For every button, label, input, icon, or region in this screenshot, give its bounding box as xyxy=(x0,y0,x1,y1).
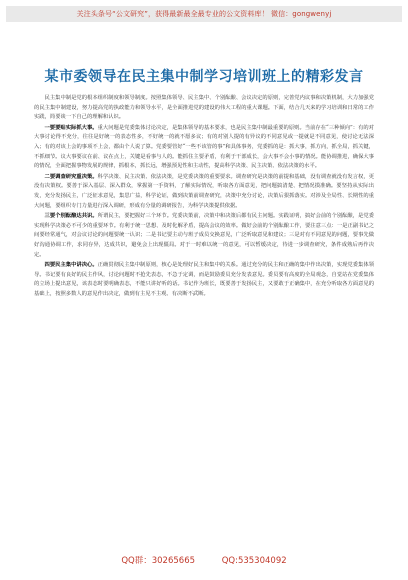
paragraph-lead: 二要调查研究重决策。 xyxy=(44,173,98,180)
paragraph xyxy=(34,212,374,260)
paragraph-text: 正确贯彻民主集中制原则，核心是处理好民主和集中的关系。通过充分的民主和正确的集中作出决策，实现党委集体领导。书记要有良好的民主作风，讨论问题时不抢先表态，不急于定调，而是鼓励委员充分发表意见。委员要有高度的全局观念，自觉站在党委集体的立场上提出意见，该表态时要明确表态，不能只讲好听的话。书记作为班长，既要善于发扬民主，又要敢于正确集中，在充分听取各方面意见的基础上，按照多数人的意见作出决定，做到有主见不主观、有决断不武断。 xyxy=(34,262,374,297)
paragraph xyxy=(34,261,374,299)
paragraph-lead: 三要个别酝酿达共识。 xyxy=(44,213,98,220)
footer-qq-group: QQ群：30265665 xyxy=(121,556,196,566)
top-banner: 关注头条号“公文研究”，获得最新最全最专业的公文资料库！ 微信：gongwenyj xyxy=(6,6,402,22)
paragraph xyxy=(34,173,374,211)
paragraph-lead: 一要要贴实际抓大事。 xyxy=(44,124,98,131)
paragraph-text: 所谓民主，要把握好三个环节。党委决策前，决策中和决策后都有民主问题。实践证明，搞好会前的个别酝酿，是党委实现科学决策必不可少的重要环节。有利于统一思想、及时化解矛盾，提高会议的效率。做好会前的个别酝酿工作，要注意三点：一是正副书记之间要经常通气，对会议讨论的问题要统一认识；二是书记要主动与班子成员交换意见，广泛听取意见和建议；三是对有不同意见的问题，要事先做好沟通协调工作，求同存异，达成共识，避免会上出现僵局。对于一时难以统一的意见，可以暂缓决定，待进一步调查研究，条件成熟后再作决定。 xyxy=(34,213,374,258)
paragraph-text: 民主集中制是党的根本组织制度和领导制度。按照集体领导、民主集中、个别酝酿、会议决定的原则，完善党内议事和决策机制，大力加强党的民主集中制建设，努力提高党的执政能力和领导水平，是全面推进党的建设的伟大工程的重大课题。下面，结合几天来的学习培训和日常的工作实践，简要谈一下自己的理解和认识。 xyxy=(34,95,374,121)
paragraph-text: 重大问题是党委集体讨论决定，是集体领导的基本要求，也是民主集中制最重要的原则。当前存在“三种倾向”：有的对大事讨论得不充分，往往是好统一的表态性多，不好统一的就不愿多议；有的对别人提的有异议的不同意见或一提就是不同意见，使讨论无法深入；有的对该上会的事项不上会，都由个人说了算。党委要管好“一些不该管的事”和具体事务，党委抓的是：抓大事，抓方向，抓全局，抓关键，不抓细节。议大事要议在前、议在点上，关键是看事与人的。能抓住主要矛盾，有利于干部成长，会大事不会小事的情况。能协调推进，确保大事的情况，全面把握事物发展的规律，抓根本，抓长远，增强预见性和主动性，提高科学决策、民主决策、依法决策的水平。 xyxy=(34,124,374,170)
page-title: 某市委领导在民主集中制学习培训班上的精彩发言 xyxy=(44,69,364,85)
paragraph-text: 科学决策、民主决策、依法决策，是党委决策的重要要求。调查研究是决策的前提和基础，没有调查就没有发言权，更没有决策权。要善于深入基层、深入群众，掌握第一手资料，了解实际情况，听取各方面意见，把问题搞清楚、把情况摸准确。要坚持从实际出发，充分发扬民主，广泛征求意见，集思广益，科学论证，做到决策前调查研究，决策中充分讨论，决策后狠抓落实。对涉及全局性、长期性的重大问题，要组织专门力量进行深入调研，形成有分量的调研报告，为科学决策提供依据。 xyxy=(34,173,374,209)
footer-qq: QQ:535304092 xyxy=(221,556,287,566)
article-body xyxy=(34,94,374,299)
paragraph xyxy=(34,124,374,172)
paragraph-lead: 四要民主集中讲决心。 xyxy=(44,262,98,269)
footer xyxy=(0,554,408,566)
paragraph xyxy=(34,94,374,123)
